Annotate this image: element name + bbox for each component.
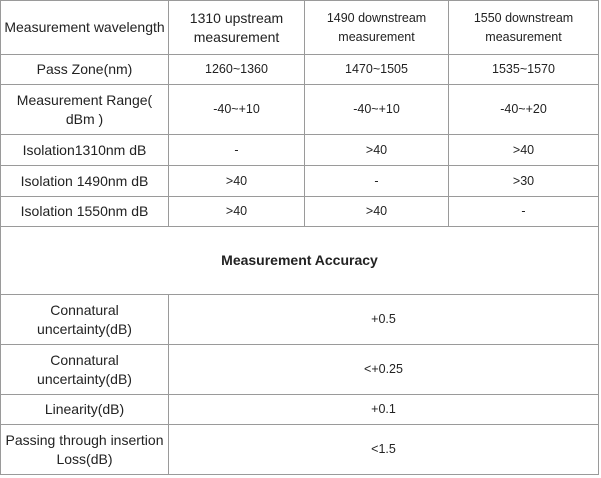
accuracy-value: <1.5 (169, 425, 599, 475)
table-row (1, 197, 599, 227)
header-1550: 1550 downstream measurement (449, 1, 599, 55)
accuracy-value: +0.1 (169, 395, 599, 425)
value-1490: >40 (305, 197, 449, 227)
table-row (1, 135, 599, 166)
header-1310: 1310 upstream measurement (169, 1, 305, 55)
table-row (1, 345, 599, 395)
value-1550: -40~+20 (449, 85, 599, 135)
value-1310: >40 (169, 197, 305, 227)
section-header-row (1, 227, 599, 295)
value-1550: 1535~1570 (449, 55, 599, 85)
value-1490: 1470~1505 (305, 55, 449, 85)
header-wavelength: Measurement wavelength (1, 1, 169, 55)
value-1490: >40 (305, 135, 449, 166)
header-1490: 1490 downstream measurement (305, 1, 449, 55)
table-row (1, 395, 599, 425)
value-1310: 1260~1360 (169, 55, 305, 85)
value-1550: >40 (449, 135, 599, 166)
accuracy-value: <+0.25 (169, 345, 599, 395)
table-row (1, 166, 599, 197)
table-row (1, 55, 599, 85)
value-1550: >30 (449, 166, 599, 197)
row-label: Connatural uncertainty(dB) (1, 295, 169, 345)
value-1310: - (169, 135, 305, 166)
table-row (1, 85, 599, 135)
row-label: Linearity(dB) (1, 395, 169, 425)
table-row (1, 295, 599, 345)
value-1490: - (305, 166, 449, 197)
value-1490: -40~+10 (305, 85, 449, 135)
value-1310: >40 (169, 166, 305, 197)
row-label: Isolation 1550nm dB (1, 197, 169, 227)
row-label: Passing through insertion Loss(dB) (1, 425, 169, 475)
row-label: Isolation1310nm dB (1, 135, 169, 166)
value-1310: -40~+10 (169, 85, 305, 135)
row-label: Measurement Range( dBm ) (1, 85, 169, 135)
header-row (1, 1, 599, 55)
row-label: Connatural uncertainty(dB) (1, 345, 169, 395)
row-label: Isolation 1490nm dB (1, 166, 169, 197)
table-row (1, 425, 599, 475)
accuracy-value: +0.5 (169, 295, 599, 345)
accuracy-title: Measurement Accuracy (1, 227, 599, 295)
value-1550: - (449, 197, 599, 227)
row-label: Pass Zone(nm) (1, 55, 169, 85)
